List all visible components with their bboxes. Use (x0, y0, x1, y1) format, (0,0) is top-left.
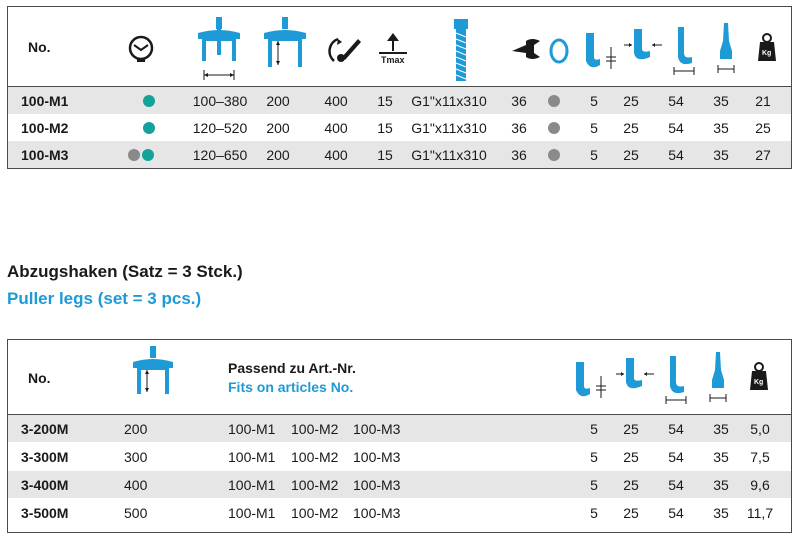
hook-tip-value: 35 (713, 476, 729, 493)
hook-depth-icon (614, 354, 656, 394)
hook-tip-value: 35 (713, 504, 729, 521)
weight-value: 7,5 (750, 448, 770, 465)
grey-dot-icon (128, 149, 140, 161)
article-no: 3-400M (21, 476, 69, 493)
availability-dots (143, 87, 155, 114)
fits-article-2: 100-M2 (291, 420, 339, 437)
force-value: 15 (377, 92, 393, 109)
grey-dot-icon (548, 95, 560, 107)
tmax-label: Tmax (381, 55, 405, 65)
wrench-value: 36 (511, 119, 527, 136)
torque-value: 400 (324, 119, 348, 136)
puller-depth-icon (129, 344, 177, 402)
table-row (8, 114, 791, 141)
teal-dot-icon (143, 122, 155, 134)
article-no: 100-M2 (21, 119, 69, 136)
hook-depth-value: 25 (623, 146, 639, 163)
availability-dots (128, 141, 154, 168)
hook-width-value: 54 (668, 420, 684, 437)
depth-value: 200 (266, 146, 290, 163)
fits-article-1: 100-M1 (228, 420, 276, 437)
grey-dot-icon (548, 149, 560, 161)
fits-articles-label-en: Fits on articles No. (228, 379, 354, 395)
fits-article-3: 100-M3 (353, 448, 401, 465)
pressure-gauge-icon (126, 33, 156, 63)
max-force-icon (376, 31, 410, 71)
hook-width-value: 54 (668, 119, 684, 136)
hook-depth-value: 25 (623, 476, 639, 493)
hook-thickness-icon (584, 29, 618, 73)
fits-articles-label-de: Passend zu Art.-Nr. (228, 360, 356, 376)
force-value: 15 (377, 119, 393, 136)
hook-width-value: 54 (668, 504, 684, 521)
socket-icon (548, 37, 570, 65)
table-header (8, 340, 791, 415)
puller-legs-table (7, 339, 792, 533)
socket-dot (548, 87, 560, 114)
hook-depth-value: 25 (623, 504, 639, 521)
socket-dot (548, 114, 560, 141)
span-value: 120–520 (192, 119, 248, 136)
fits-article-2: 100-M2 (291, 504, 339, 521)
hook-thickness-value: 5 (590, 92, 598, 109)
spindle-value: G1"x11x310 (411, 119, 487, 136)
hook-depth-value: 25 (623, 448, 639, 465)
depth-value: 200 (124, 420, 148, 437)
socket-dot (548, 141, 560, 168)
hook-tip-value: 35 (713, 119, 729, 136)
wrench-value: 36 (511, 92, 527, 109)
torque-value: 400 (324, 146, 348, 163)
hook-tip-value: 35 (713, 420, 729, 437)
section-subtitle: Puller legs (set = 3 pcs.) (7, 289, 202, 308)
hook-depth-value: 25 (623, 92, 639, 109)
puller-span-icon (194, 15, 244, 83)
torque-wrench-icon (328, 31, 364, 67)
teal-dot-icon (143, 95, 155, 107)
hook-width-value: 54 (668, 146, 684, 163)
depth-value: 300 (124, 448, 148, 465)
weight-value: 25 (755, 119, 771, 136)
weight-value: 5,0 (750, 420, 770, 437)
hook-width-icon (672, 25, 696, 77)
table-row (8, 443, 791, 470)
teal-dot-icon (142, 149, 154, 161)
hook-depth-value: 25 (623, 420, 639, 437)
hook-thickness-value: 5 (590, 476, 598, 493)
table-row (8, 141, 791, 168)
span-value: 120–650 (192, 146, 248, 163)
hook-thickness-value: 5 (590, 420, 598, 437)
puller-depth-icon (260, 15, 310, 75)
article-no: 100-M3 (21, 146, 69, 163)
hook-width-value: 54 (668, 476, 684, 493)
availability-dots (143, 114, 155, 141)
hook-tip-value: 35 (713, 448, 729, 465)
table-row (8, 471, 791, 498)
hook-tip-icon (716, 21, 736, 77)
weight-value: 27 (755, 146, 771, 163)
column-header-no: No. (28, 370, 51, 386)
puller-spec-table (7, 6, 792, 169)
weight-value: 11,7 (746, 504, 774, 521)
hook-depth-icon (622, 25, 664, 65)
column-header-no: No. (28, 39, 51, 55)
force-value: 15 (377, 146, 393, 163)
fits-article-1: 100-M1 (228, 448, 276, 465)
hook-width-value: 54 (668, 92, 684, 109)
spindle-icon (450, 17, 472, 83)
fits-article-3: 100-M3 (353, 504, 401, 521)
spindle-value: G1"x11x310 (411, 92, 487, 109)
spindle-value: G1"x11x310 (411, 146, 487, 163)
wrench-size-icon (510, 37, 542, 63)
hook-thickness-value: 5 (590, 119, 598, 136)
hook-tip-value: 35 (713, 146, 729, 163)
hook-width-icon (664, 354, 688, 406)
fits-article-3: 100-M3 (353, 420, 401, 437)
section-title: Abzugshaken (Satz = 3 Stck.) (7, 262, 243, 281)
hook-tip-value: 35 (713, 92, 729, 109)
span-value: 100–380 (192, 92, 248, 109)
hook-width-value: 54 (668, 448, 684, 465)
fits-article-2: 100-M2 (291, 448, 339, 465)
fits-article-2: 100-M2 (291, 476, 339, 493)
torque-value: 400 (324, 92, 348, 109)
depth-value: 200 (266, 92, 290, 109)
hook-tip-icon (708, 350, 728, 406)
article-no: 3-300M (21, 448, 69, 465)
depth-value: 400 (124, 476, 148, 493)
table-row (8, 415, 791, 442)
table-header (8, 7, 791, 87)
weight-icon (749, 362, 769, 392)
hook-thickness-value: 5 (590, 448, 598, 465)
table-row (8, 499, 791, 526)
weight-value: 21 (755, 92, 771, 109)
hook-thickness-icon (574, 358, 608, 402)
weight-value: 9,6 (750, 476, 770, 493)
article-no: 3-200M (21, 420, 69, 437)
article-no: 100-M1 (21, 92, 69, 109)
weight-icon (757, 33, 777, 63)
hook-depth-value: 25 (623, 119, 639, 136)
article-no: 3-500M (21, 504, 69, 521)
hook-thickness-value: 5 (590, 146, 598, 163)
kg-label: Kg (754, 379, 764, 386)
fits-article-3: 100-M3 (353, 476, 401, 493)
depth-value: 500 (124, 504, 148, 521)
fits-article-1: 100-M1 (228, 476, 276, 493)
hook-thickness-value: 5 (590, 504, 598, 521)
depth-value: 200 (266, 119, 290, 136)
wrench-value: 36 (511, 146, 527, 163)
fits-article-1: 100-M1 (228, 504, 276, 521)
kg-label: Kg (762, 50, 772, 57)
table-row (8, 87, 791, 114)
grey-dot-icon (548, 122, 560, 134)
